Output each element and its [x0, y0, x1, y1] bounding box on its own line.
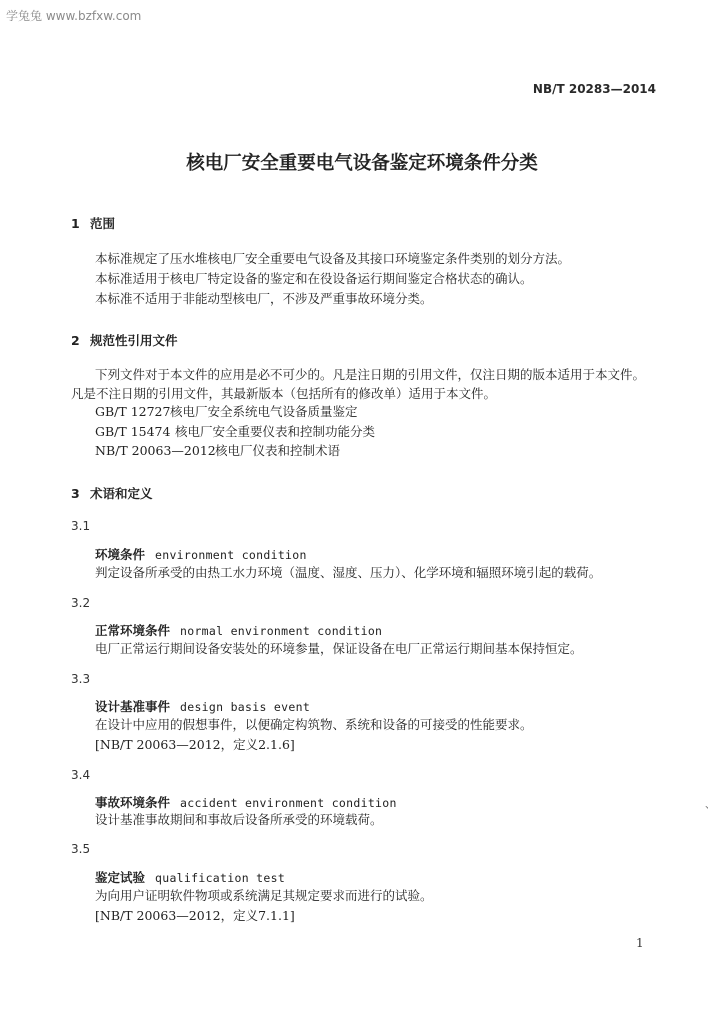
paragraph: 本标准不适用于非能动型核电厂，不涉及严重事故环境分类。 [95, 291, 433, 306]
term-zh: 环境条件 [95, 547, 146, 562]
term-en: accident environment condition [180, 796, 397, 810]
page-number: 1 [636, 936, 644, 950]
section-3-heading [71, 484, 153, 502]
standard-number: NB/T 20283—2014 [532, 82, 656, 96]
section-title: 范围 [90, 216, 116, 231]
reference-item [95, 441, 340, 461]
term-source: [NB/T 20063—2012，定义2.1.6] [95, 737, 295, 752]
section-title: 术语和定义 [90, 486, 153, 501]
reference-item [95, 422, 375, 442]
term-zh: 正常环境条件 [95, 623, 171, 638]
term-definition: 在设计中应用的假想事件，以便确定构筑物、系统和设备的可接受的性能要求。 [95, 717, 533, 732]
term-zh: 设计基准事件 [95, 699, 171, 714]
section-title: 规范性引用文件 [90, 333, 178, 348]
reference-title: 核电厂安全系统电气设备质量鉴定 [170, 404, 358, 419]
reference-code: NB/T 20063—2012 [95, 443, 216, 458]
term-definition: 电厂正常运行期间设备安装处的环境参量，保证设备在电厂正常运行期间基本保持恒定。 [95, 641, 583, 656]
term-number: 3.3 [71, 672, 91, 686]
reference-code: GB/T 12727 [95, 404, 171, 419]
reference-title: 核电厂仪表和控制术语 [215, 443, 341, 458]
term-number: 3.1 [71, 519, 91, 533]
section-number: 1 [71, 216, 80, 231]
term-definition: 判定设备所承受的由热工水力环境（温度、湿度、压力）、化学环境和辐照环境引起的载荷。 [95, 565, 602, 580]
section-1-heading [71, 214, 115, 232]
term-en: design basis event [180, 700, 311, 714]
section-2-heading [71, 331, 178, 349]
term-heading [95, 697, 310, 715]
term-source: [NB/T 20063—2012，定义7.1.1] [95, 908, 295, 923]
term-heading [95, 545, 307, 563]
term-zh: 鉴定试验 [95, 870, 146, 885]
paragraph: 本标准规定了压水堆核电厂安全重要电气设备及其接口环境鉴定条件类别的划分方法。 [95, 251, 571, 266]
term-en: environment condition [155, 548, 307, 562]
reference-code: GB/T 15474 [95, 424, 171, 439]
reference-item [95, 402, 358, 422]
term-definition: 设计基准事故期间和事故后设备所承受的环境载荷。 [95, 812, 383, 827]
term-en: normal environment condition [180, 624, 383, 638]
term-definition: 为向用户证明软件物项或系统满足其规定要求而进行的试验。 [95, 888, 433, 903]
margin-mark: 、 [705, 800, 715, 811]
reference-title: 核电厂安全重要仪表和控制功能分类 [175, 424, 376, 439]
section-number: 2 [71, 333, 80, 348]
section-number: 3 [71, 486, 80, 501]
paragraph: 下列文件对于本文件的应用是必不可少的。凡是注日期的引用文件，仅注日期的版本适用于本文件。 [95, 367, 646, 382]
paragraph: 本标准适用于核电厂特定设备的鉴定和在役设备运行期间鉴定合格状态的确认。 [95, 271, 533, 286]
term-heading [95, 868, 285, 886]
term-heading [95, 793, 397, 811]
page-title: 核电厂安全重要电气设备鉴定环境条件分类 [186, 153, 538, 174]
term-number: 3.5 [71, 842, 91, 856]
term-en: qualification test [155, 871, 286, 885]
term-zh: 事故环境条件 [95, 795, 171, 810]
term-number: 3.4 [71, 768, 91, 782]
paragraph: 凡是不注日期的引用文件，其最新版本（包括所有的修改单）适用于本文件。 [71, 386, 497, 401]
watermark: 学兔兔 www.bzfxw.com [6, 9, 142, 23]
term-number: 3.2 [71, 596, 91, 610]
term-heading [95, 621, 382, 639]
